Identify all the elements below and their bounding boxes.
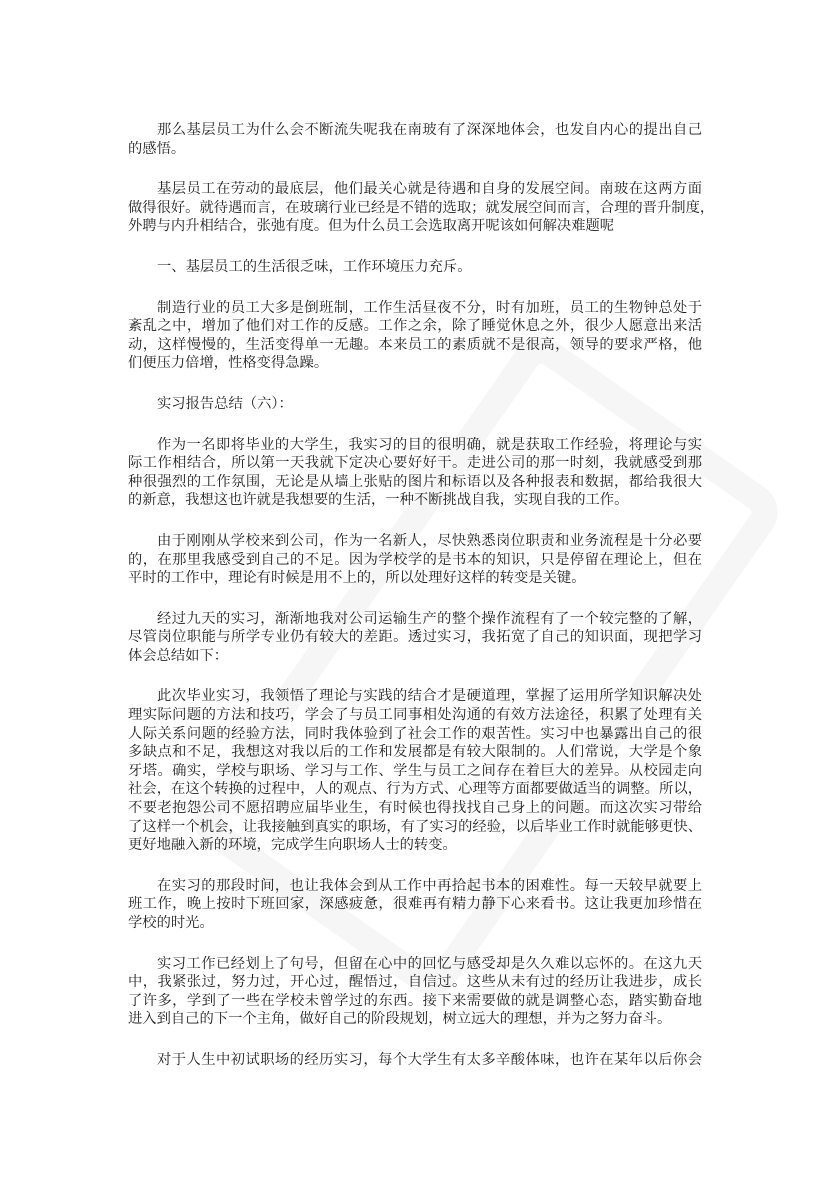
text-line: 们便压力倍增，性格变得急躁。 bbox=[128, 355, 329, 372]
paragraph bbox=[128, 1051, 702, 1070]
document-body bbox=[128, 121, 715, 1092]
text-line: 人际关系问题的经验方法，同时我体验到了社会工作的艰苦性。实习中也暴露出自己的很 bbox=[128, 725, 702, 742]
text-line: 学校的时光。 bbox=[128, 915, 214, 931]
text-line: 班工作，晚上按时下班回家，深感疲惫，很难再有精力静下心来看书。这让我更加珍惜在 bbox=[128, 896, 702, 913]
paragraph bbox=[128, 877, 702, 933]
text-line: 中，我紧张过，努力过，开心过，醒悟过，自信过。这些从未有过的经历让我进步，成长 bbox=[128, 974, 702, 991]
text-line: 在实习的那段时间，也让我体会到从工作中再拾起书本的困难性。每一天较早就要上 bbox=[157, 877, 702, 894]
text-line: 社会，在这个转换的过程中，人的观点、行为方式、心理等方面都要做适当的调整。所以， bbox=[128, 781, 702, 798]
text-line: 制造行业的员工大多是倒班制，工作生活昼夜不分，时有加班，员工的生物钟总处于 bbox=[157, 299, 702, 316]
paragraph bbox=[128, 955, 702, 1029]
text-line: 经过九天的实习，渐渐地我对公司运输生产的整个操作流程有了一个较完整的了解， bbox=[157, 610, 702, 627]
paragraph bbox=[128, 180, 715, 236]
text-line: 了许多，学到了一些在学校未曾学过的东西。接下来需要做的就是调整心态，踏实勤奋地 bbox=[128, 992, 702, 1009]
paragraph bbox=[128, 258, 702, 277]
text-line: 的新意，我想这也许就是我想要的生活，一种不断挑战自我，实现自我的工作。 bbox=[128, 492, 629, 509]
text-line: 一、基层员工的生活很乏味，工作环境压力充斥。 bbox=[157, 258, 472, 275]
text-line: 体会总结如下： bbox=[128, 647, 229, 664]
text-line: 做得很好。就待遇而言，在玻璃行业已经是不错的选取；就发展空间而言，合理的晋升制度， bbox=[128, 199, 715, 216]
text-line: 紊乱之中，增加了他们对工作的反感。工作之余，除了睡觉休息之外，很少人愿意出来活 bbox=[128, 318, 702, 335]
text-line: 了这样一个机会，让我接触到真实的职场，有了实习的经验，以后毕业工作时就能够更快、 bbox=[128, 818, 702, 835]
text-line: 牙塔。确实，学校与职场、学习与工作、学生与员工之间存在着巨大的差异。从校园走向 bbox=[128, 762, 702, 779]
text-line: 种很强烈的工作氛围，无论是从墙上张贴的图片和标语以及各种报表和数据，都给我很大 bbox=[128, 473, 702, 490]
text-line: 基层员工在劳动的最底层，他们最关心就是待遇和自身的发展空间。南玻在这两方面 bbox=[157, 181, 702, 198]
text-line: 尽管岗位职能与所学专业仍有较大的差距。透过实习，我拓宽了自己的知识面，现把学习 bbox=[128, 629, 702, 646]
paragraph bbox=[128, 687, 702, 854]
paragraph bbox=[128, 532, 702, 588]
paragraph bbox=[128, 121, 702, 158]
paragraph bbox=[128, 299, 702, 373]
text-line: 不要老抱怨公司不愿招聘应届毕业生，有时候也得找找自己身上的问题。而这次实习带给 bbox=[128, 800, 702, 817]
text-line: 作为一名即将毕业的大学生，我实习的目的很明确，就是获取工作经验，将理论与实 bbox=[157, 436, 702, 453]
paragraph bbox=[128, 436, 702, 510]
text-line: 实习工作已经划上了句号，但留在心中的回忆与感受却是久久难以忘怀的。在这九天 bbox=[157, 955, 702, 972]
text-line: 的，在那里我感受到自己的不足。因为学校学的是书本的知识，只是停留在理论上，但在 bbox=[128, 551, 702, 568]
text-line: 际工作相结合，所以第一天我就下定决心要好好干。走进公司的那一时刻，我就感受到那 bbox=[128, 455, 702, 472]
text-line: 的感悟。 bbox=[128, 140, 186, 157]
text-line: 此次毕业实习，我领悟了理论与实践的结合才是硬道理，掌握了运用所学知识解决处 bbox=[157, 688, 702, 705]
text-line: 动，这样慢慢的，生活变得单一无趣。本来员工的素质就不是很高，领导的要求严格，他 bbox=[128, 336, 702, 353]
text-line: 更好地融入新的环境，完成学生向职场人士的转变。 bbox=[128, 837, 457, 854]
text-line: 多缺点和不足，我想这对我以后的工作和发展都是有较大限制的。人们常说，大学是个象 bbox=[128, 744, 702, 761]
text-line: 平时的工作中，理论有时候是用不上的，所以处理好这样的转变是关键。 bbox=[128, 570, 586, 587]
paragraph bbox=[128, 395, 702, 414]
paragraph bbox=[128, 610, 702, 666]
text-line: 外聘与内升相结合，张弛有度。但为什么员工会选取离开呢该如何解决难题呢 bbox=[128, 218, 615, 235]
text-line: 那么基层员工为什么会不断流失呢我在南玻有了深深地体会，也发自内心的提出自己 bbox=[157, 122, 702, 138]
text-line: 由于刚刚从学校来到公司，作为一名新人，尽快熟悉岗位职责和业务流程是十分必要 bbox=[157, 532, 702, 549]
text-line: 实习报告总结（六）： bbox=[157, 395, 293, 412]
text-line: 对于人生中初试职场的经历实习，每个大学生有太多辛酸体味，也许在某年以后你会 bbox=[157, 1051, 702, 1068]
text-line: 进入到自己的下一个主角，做好自己的阶段规划，树立远大的理想，并为之努力奋斗。 bbox=[128, 1011, 672, 1028]
text-line: 理实际问题的方法和技巧，学会了与员工同事相处沟通的有效方法途径，积累了处理有关 bbox=[128, 707, 702, 724]
